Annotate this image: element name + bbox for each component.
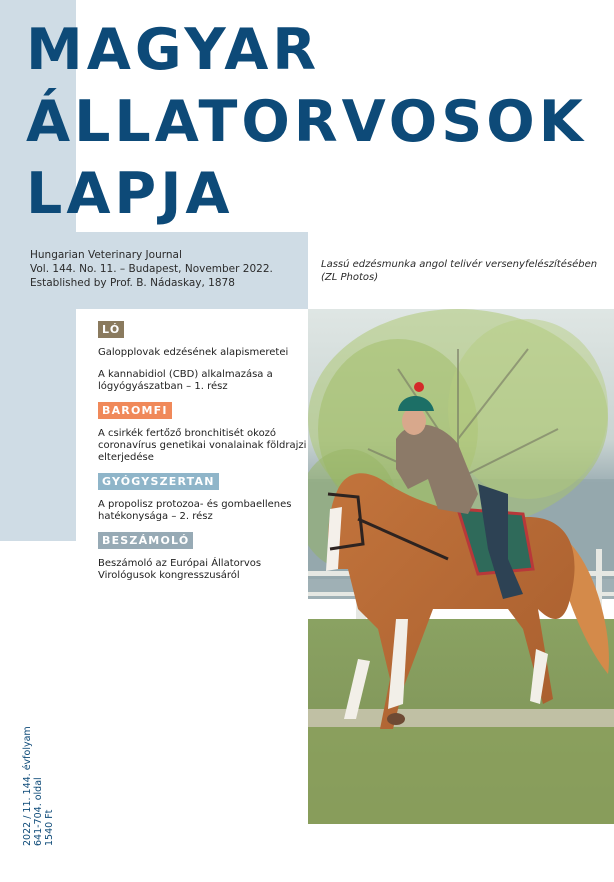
table-of-contents bbox=[98, 318, 308, 592]
journal-subtitle: Hungarian Veterinary Journal bbox=[30, 249, 182, 261]
title-line-3: LAPJA bbox=[26, 161, 234, 227]
established-info: Established by Prof. B. Nádaskay, 1878 bbox=[30, 277, 235, 289]
article-link[interactable]: A kannabidiol (CBD) alkalmazása a lógyógyászatban – 1. rész bbox=[98, 369, 273, 392]
spine-info bbox=[22, 726, 55, 846]
journal-info bbox=[30, 248, 273, 290]
price: 1540 Ft bbox=[44, 809, 55, 846]
section-badge: BAROMFI bbox=[98, 402, 172, 419]
toc-section-baromfi bbox=[98, 399, 308, 464]
toc-section-beszamolo bbox=[98, 529, 308, 582]
toc-section-lo bbox=[98, 318, 308, 393]
photo-caption bbox=[321, 258, 597, 284]
article-link[interactable]: A propolisz protozoa- és gombaellenes hatékonysága – 2. rész bbox=[98, 499, 292, 522]
title-line-2: ÁLLATORVOSOK bbox=[26, 89, 587, 155]
cover-photo bbox=[308, 309, 614, 824]
photo-credit: (ZL Photos) bbox=[321, 272, 379, 283]
article-link[interactable]: Beszámoló az Európai Állatorvos Virológusok kongresszusáról bbox=[98, 558, 262, 581]
journal-title bbox=[26, 14, 587, 230]
section-badge: LÓ bbox=[98, 321, 124, 338]
volume-info: 2022 / 11. 144. évfolyam bbox=[22, 726, 33, 846]
rider-face bbox=[402, 407, 426, 435]
section-badge: GYÓGYSZERTAN bbox=[98, 473, 219, 490]
horse-rider-illustration bbox=[308, 309, 614, 824]
caption-text: Lassú edzésmunka angol telivér versenyfelészítésében bbox=[321, 259, 598, 270]
issue-info: Vol. 144. No. 11. – Budapest, November 2022. bbox=[30, 263, 273, 275]
toc-section-gyogyszertan bbox=[98, 470, 308, 523]
article-link[interactable]: A csirkék fertőző bronchitisét okozó coronavírus genetikai vonalainak földrajzi elterjedése bbox=[98, 428, 307, 463]
page-range: 641-704. oldal bbox=[33, 777, 44, 846]
title-line-1: MAGYAR bbox=[26, 17, 321, 83]
helmet-pompom bbox=[414, 382, 424, 392]
section-badge: BESZÁMOLÓ bbox=[98, 532, 193, 549]
hoof bbox=[387, 713, 405, 725]
article-link[interactable]: Galopplovak edzésének alapismeretei bbox=[98, 347, 289, 358]
